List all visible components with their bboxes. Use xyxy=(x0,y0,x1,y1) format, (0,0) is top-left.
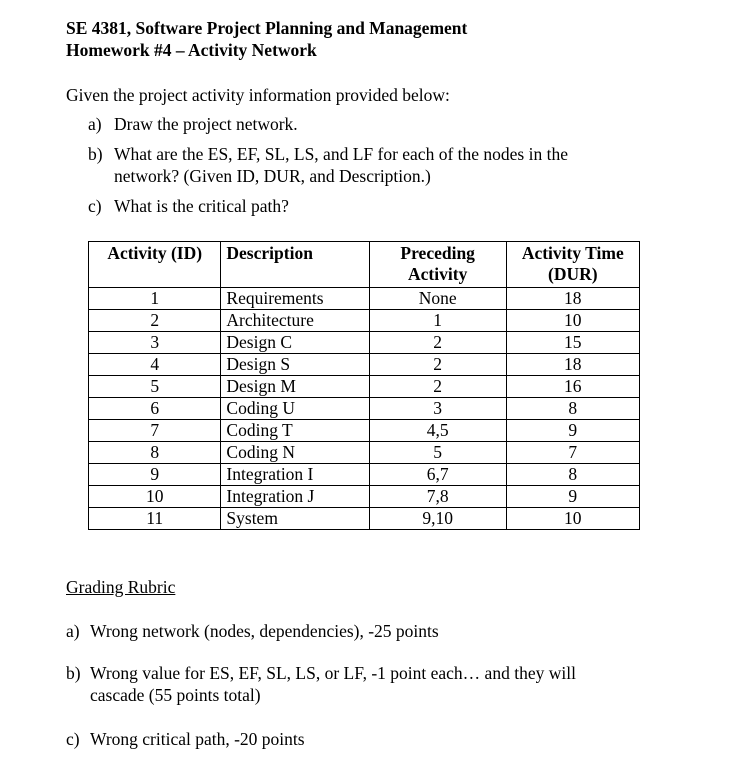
cell-id: 6 xyxy=(89,398,221,420)
intro-text: Given the project activity information provided below: xyxy=(66,85,450,105)
table-row xyxy=(89,442,640,464)
table-row xyxy=(89,508,640,530)
cell-preceding: 4,5 xyxy=(369,420,506,442)
header-activity-id: Activity (ID) xyxy=(89,242,221,288)
table-row xyxy=(89,354,640,376)
cell-id: 7 xyxy=(89,420,221,442)
header-preceding-line1: Preceding xyxy=(400,243,475,263)
cell-description: Coding T xyxy=(221,420,369,442)
cell-description: Coding N xyxy=(221,442,369,464)
cell-id: 8 xyxy=(89,442,221,464)
question-a xyxy=(88,113,298,135)
question-text-continued: network? (Given ID, DUR, and Description.) xyxy=(114,166,431,186)
header-duration-line1: Activity Time xyxy=(521,243,624,263)
cell-duration: 9 xyxy=(506,420,639,442)
rubric-label: a) xyxy=(66,621,80,641)
cell-duration: 18 xyxy=(506,354,639,376)
cell-description: Coding U xyxy=(221,398,369,420)
question-text: Draw the project network. xyxy=(114,114,298,134)
table-row xyxy=(89,376,640,398)
rubric-text-continued: cascade (55 points total) xyxy=(90,685,261,705)
cell-duration: 7 xyxy=(506,442,639,464)
cell-duration: 8 xyxy=(506,398,639,420)
cell-id: 11 xyxy=(89,508,221,530)
header-activity-time xyxy=(506,242,639,288)
header-preceding-activity xyxy=(369,242,506,288)
cell-duration: 8 xyxy=(506,464,639,486)
cell-description: Architecture xyxy=(221,310,369,332)
cell-description: System xyxy=(221,508,369,530)
cell-id: 2 xyxy=(89,310,221,332)
table-row xyxy=(89,486,640,508)
rubric-label: b) xyxy=(66,663,81,683)
table-row xyxy=(89,288,640,310)
table-row xyxy=(89,310,640,332)
header-preceding-line2: Activity xyxy=(408,264,468,284)
question-label: a) xyxy=(88,114,102,134)
table-row xyxy=(89,398,640,420)
header-duration-line2: (DUR) xyxy=(548,264,598,284)
cell-description: Design M xyxy=(221,376,369,398)
cell-description: Integration I xyxy=(221,464,369,486)
question-label: c) xyxy=(88,196,102,216)
homework-title: Homework #4 – Activity Network xyxy=(66,40,317,60)
cell-preceding: 2 xyxy=(369,376,506,398)
question-c xyxy=(88,195,289,217)
cell-duration: 10 xyxy=(506,310,639,332)
cell-id: 9 xyxy=(89,464,221,486)
table-row xyxy=(89,420,640,442)
cell-description: Integration J xyxy=(221,486,369,508)
header-description: Description xyxy=(221,242,369,288)
cell-id: 5 xyxy=(89,376,221,398)
table-row xyxy=(89,464,640,486)
table-row xyxy=(89,332,640,354)
table-header-row xyxy=(89,242,640,288)
cell-duration: 9 xyxy=(506,486,639,508)
question-text: What is the critical path? xyxy=(114,196,289,216)
cell-id: 4 xyxy=(89,354,221,376)
rubric-item-a xyxy=(66,620,439,642)
rubric-label: c) xyxy=(66,729,80,749)
cell-preceding: 9,10 xyxy=(369,508,506,530)
cell-preceding: 7,8 xyxy=(369,486,506,508)
activity-table xyxy=(88,241,640,530)
question-b xyxy=(88,143,568,187)
cell-duration: 16 xyxy=(506,376,639,398)
rubric-text: Wrong critical path, -20 points xyxy=(90,729,305,749)
cell-duration: 18 xyxy=(506,288,639,310)
cell-preceding: 6,7 xyxy=(369,464,506,486)
question-text: What are the ES, EF, SL, LS, and LF for each of the nodes in the xyxy=(114,144,568,164)
cell-id: 10 xyxy=(89,486,221,508)
rubric-text: Wrong value for ES, EF, SL, LS, or LF, -1 point each… and they will xyxy=(90,663,576,683)
rubric-item-b xyxy=(66,662,576,706)
cell-duration: 15 xyxy=(506,332,639,354)
cell-preceding: 5 xyxy=(369,442,506,464)
cell-description: Design S xyxy=(221,354,369,376)
cell-description: Requirements xyxy=(221,288,369,310)
rubric-item-c xyxy=(66,728,305,750)
cell-preceding: None xyxy=(369,288,506,310)
cell-preceding: 2 xyxy=(369,354,506,376)
cell-preceding: 2 xyxy=(369,332,506,354)
cell-description: Design C xyxy=(221,332,369,354)
cell-id: 1 xyxy=(89,288,221,310)
rubric-text: Wrong network (nodes, dependencies), -25 points xyxy=(90,621,439,641)
cell-duration: 10 xyxy=(506,508,639,530)
course-title: SE 4381, Software Project Planning and Management xyxy=(66,18,468,38)
cell-id: 3 xyxy=(89,332,221,354)
question-label: b) xyxy=(88,144,103,164)
cell-preceding: 1 xyxy=(369,310,506,332)
rubric-title: Grading Rubric xyxy=(66,577,176,597)
cell-preceding: 3 xyxy=(369,398,506,420)
